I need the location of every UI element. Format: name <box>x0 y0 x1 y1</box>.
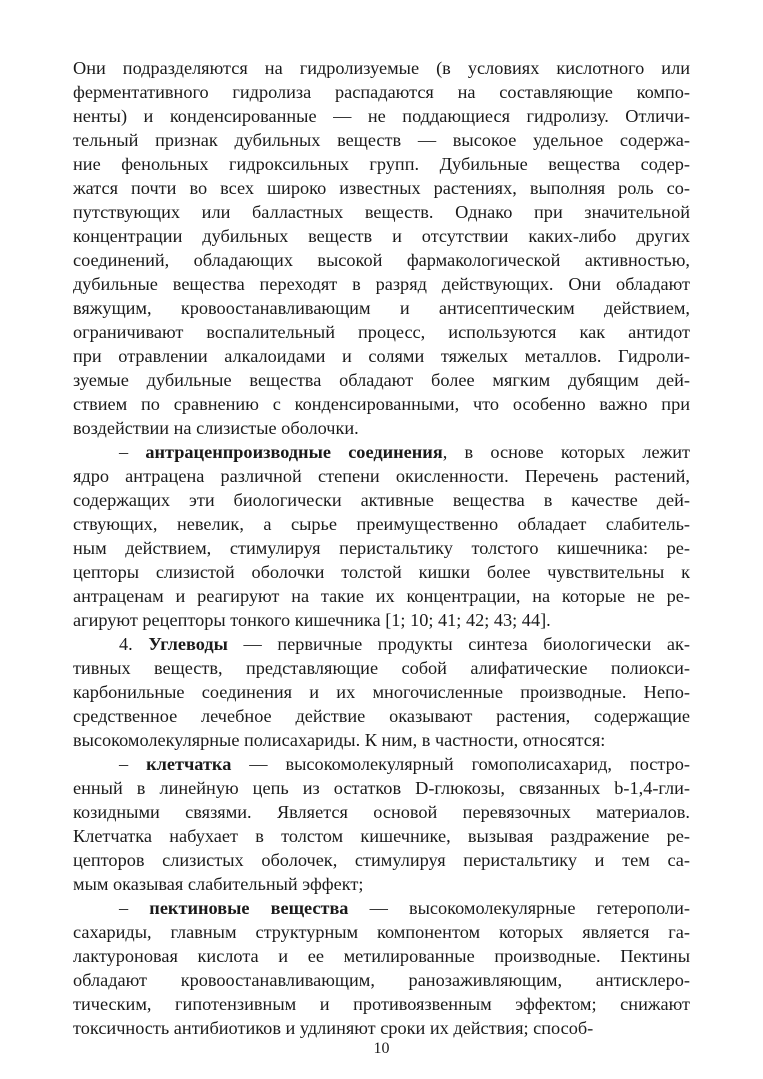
text-line <box>73 752 690 776</box>
text-line: ствующих, невелик, а сырье преимущественно обладает слабитель- <box>73 514 690 534</box>
text-line: ным действием, стимулируя перистальтику толстого кишечника: ре- <box>73 538 690 558</box>
first-line-rest: , в основе которых лежит <box>442 442 691 462</box>
text-line: ненты) и конденсированные — не поддающиеся гидролизу. Отличи- <box>73 106 690 126</box>
text-line: путствующих или балластных веществ. Однако при значительной <box>73 202 690 222</box>
paragraph-cellulose <box>73 752 690 896</box>
text-line: Они подразделяются на гидролизуемые (в условиях кислотного или <box>73 58 690 78</box>
text-line <box>73 440 690 464</box>
text-line: агируют рецепторы тонкого кишечника [1; 10; 41; 42; 43; 44]. <box>73 610 551 630</box>
text-line: соединений, обладающих высокой фармакологической активностью, <box>73 250 690 270</box>
text-line: цепторы слизистой оболочки толстой кишки более чувствительны к <box>73 562 690 582</box>
bold-term: пектиновые вещества <box>149 898 349 918</box>
paragraph-carbohydrates <box>73 632 690 752</box>
first-line-rest: — высокомолекулярные гетерополи- <box>348 898 690 918</box>
text-line: при отравлении алкалоидами и солями тяжелых металлов. Гидроли- <box>73 346 690 366</box>
first-line-rest: — первичные продукты синтеза биологически ак- <box>227 634 691 654</box>
paragraph-lead: 4. <box>119 634 149 654</box>
text-line: зуемые дубильные вещества обладают более мягким дубящим дей- <box>73 370 690 390</box>
text-line <box>73 632 690 656</box>
text-line: токсичность антибиотиков и удлиняют сроки их действия; способ- <box>73 1018 594 1038</box>
paragraph-lead: – <box>119 754 147 774</box>
text-line: ядро антрацена различной степени окисленности. Перечень растений, <box>73 466 690 486</box>
page-body <box>73 56 690 1040</box>
text-line: Клетчатка набухает в толстом кишечнике, вызывая раздражение ре- <box>73 826 690 846</box>
text-line: тическим, гипотензивным и противоязвенным эффектом; снижают <box>73 994 690 1014</box>
text-line: тельный признак дубильных веществ — высокое удельное содержа- <box>73 130 690 150</box>
text-line: тивных веществ, представляющие собой алифатические полиокси- <box>73 658 690 678</box>
text-line: средственное лечебное действие оказывают растения, содержащие <box>73 706 690 726</box>
text-line: ограничивают воспалительный процесс, используются как антидот <box>73 322 690 342</box>
paragraph-pectins <box>73 896 690 1040</box>
first-line-rest: — высокомолекулярный гомополисахарид, постро- <box>231 754 690 774</box>
text-line: вяжущим, кровоостанавливающим и антисептическим действием, <box>73 298 690 318</box>
text-line: лактуроновая кислота и ее метилированные производные. Пектины <box>73 946 690 966</box>
text-line: карбонильные соединения и их многочисленные производные. Непо- <box>73 682 690 702</box>
text-line: ферментативного гидролиза распадаются на составляющие компо- <box>73 82 690 102</box>
text-line: мым оказывая слабительный эффект; <box>73 874 364 894</box>
paragraph-anthracene <box>73 440 690 632</box>
bold-term: антраценпроизводные соединения <box>145 442 443 462</box>
page-number: 10 <box>373 1040 390 1057</box>
text-line: дубильные вещества переходят в разряд действующих. Они обладают <box>73 274 690 294</box>
text-line: сахариды, главным структурным компонентом которых является га- <box>73 922 690 942</box>
text-line: обладают кровоостанавливающим, ранозаживляющим, антисклеро- <box>73 970 690 990</box>
text-line: жатся почти во всех широко известных растениях, выполняя роль со- <box>73 178 690 198</box>
text-line: антраценам и реагируют на такие их концентрации, на которые не ре- <box>73 586 690 606</box>
text-line: енный в линейную цепь из остатков D-глюкозы, связанных b-1,4-гли- <box>73 778 690 798</box>
paragraph-lead: – <box>119 442 146 462</box>
text-line: концентрации дубильных веществ и отсутствии каких-либо других <box>73 226 690 246</box>
text-line: козидными связями. Является основой перевязочных материалов. <box>73 802 690 822</box>
bold-term: Углеводы <box>148 634 228 654</box>
text-line: воздействии на слизистые оболочки. <box>73 418 359 438</box>
text-line <box>73 896 690 920</box>
paragraph-lead: – <box>119 898 150 918</box>
text-line: ствием по сравнению с конденсированными, что особенно важно при <box>73 394 690 414</box>
text-line: ние фенольных гидроксильных групп. Дубильные вещества содер- <box>73 154 690 174</box>
text-line: высокомолекулярные полисахариды. К ним, в частности, относятся: <box>73 730 606 750</box>
paragraph-tannins <box>73 56 690 440</box>
text-line: содержащих эти биологически активные вещества в качестве дей- <box>73 490 690 510</box>
text-line: цепторов слизистых оболочек, стимулируя перистальтику и тем са- <box>73 850 690 870</box>
bold-term: клетчатка <box>146 754 232 774</box>
